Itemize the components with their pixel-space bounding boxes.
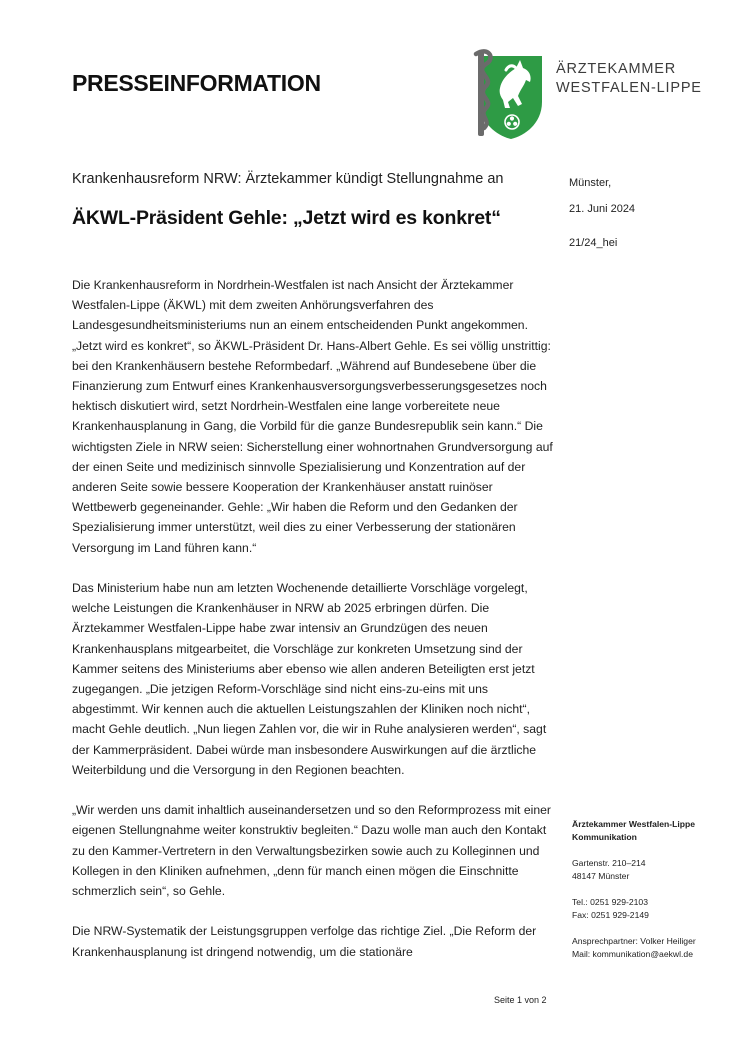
org-name-line1: ÄRZTEKAMMER (556, 61, 676, 77)
meta-reference: 21/24_hei (569, 237, 618, 249)
article-body (72, 275, 554, 982)
body-paragraph-1: Die Krankenhausreform in Nordrhein-Westfalen ist nach Ansicht der Ärztekammer Westfalen-Lippe (ÄKWL) mit dem zweiten Anhörungsverfahren des Landesgesundheitsministeriums nun an einem entscheidenden Punkt angekommen. „Jetzt wird es konkret“, so ÄKWL-Präsident Dr. Hans-Albert Gehle. Es sei völlig unstrittig: bei den Krankenhäusern bestehe Reformbedarf. „Während auf Bundesebene über die Finanzierung zum Entwurf eines Krankenhausversorgungsverbesserungsgesetzes noch hektisch diskutiert wird, setzt Nordrhein-Westfalen eine lange vorbereitete neue Krankenhausplanung in Gang, die Vorbild für die ganze Bundesrepublik sein kann.“ Die wichtigsten Ziele in NRW seien: Sicherstellung einer wohnortnahen Grundversorgung auf der einen Seite und medizinisch sinnvolle Spezialisierung und Konzentration auf der anderen Seite sowie bessere Kooperation der Krankenhäuser anstatt ruinöser Wettbewerb gegeneinander. Gehle: „Wir haben die Reform und den Gedanken der Spezialisierung immer unterstützt, weil dies zu einer Verbesserung der stationären Versorgung im Land führen kann.“ (72, 278, 553, 555)
contact-person: Ansprechpartner: Volker Heiliger (572, 936, 696, 946)
article-headline: ÄKWL-Präsident Gehle: „Jetzt wird es konkret“ (72, 207, 501, 229)
contact-phone: Tel.: 0251 929-2103 (572, 897, 648, 907)
contact-mail[interactable]: Mail: kommunikation@aekwl.de (572, 949, 693, 959)
contact-street: Gartenstr. 210–214 (572, 858, 646, 868)
contact-block (572, 818, 722, 974)
meta-place: Münster, (569, 177, 612, 189)
contact-org: Ärztekammer Westfalen-Lippe (572, 819, 696, 829)
aekwl-shield-logo-icon (466, 44, 546, 140)
org-name-line2: WESTFALEN-LIPPE (556, 80, 702, 96)
page-number: Seite 1 von 2 (494, 995, 547, 1005)
body-paragraph-2: Das Ministerium habe nun am letzten Wochenende detaillierte Vorschläge vorgelegt, welche Leistungen die Krankenhäuser in NRW ab 2025 erbringen dürfen. Die Ärztekammer Westfalen-Lippe habe zwar intensiv an Grundzügen des neuen Krankenhausplans mitgearbeitet, die Vorschläge zur konkreten Umsetzung sind der Kammer seitens des Ministeriums aber ebenso wie allen anderen Beteiligten erst jetzt zugegangen. „Die jetzigen Reform-Vorschläge sind nicht eins-zu-eins mit uns abgestimmt. Wir kennen auch die aktuellen Leistungszahlen der Kliniken noch nicht“, macht Gehle deutlich. „Nun liegen Zahlen vor, die wir in Ruhe analysieren werden“, sagt der Kammerpräsident. Dabei würde man insbesondere Auswirkungen auf die ärztliche Weiterbildung und die Versorgung in den Regionen beachten. (72, 581, 547, 777)
contact-city: 48147 Münster (572, 871, 630, 881)
body-paragraph-4: Die NRW-Systematik der Leistungsgruppen verfolge das richtige Ziel. „Die Reform der Krankenhausplanung ist dringend notwendig, um die stationäre (72, 924, 537, 959)
page-title: PRESSEINFORMATION (72, 70, 321, 96)
body-paragraph-3: „Wir werden uns damit inhaltlich auseinandersetzen und so den Reformprozess mit einer eigenen Stellungnahme weiter konstruktiv begleiten.“ Dazu wolle man auch den Kontakt zu den Kammer-Vertretern in den Verwaltungsbezirken sowie auch zu Kolleginnen und Kollegen in den Kliniken aufnehmen, „denn für manch einen mögen die Einschnitte schmerzlich sein“, so Gehle. (72, 803, 551, 899)
contact-fax: Fax: 0251 929-2149 (572, 910, 649, 920)
meta-date: 21. Juni 2024 (569, 203, 636, 215)
contact-department: Kommunikation (572, 832, 637, 842)
org-name (556, 60, 702, 98)
meta-info (569, 170, 635, 256)
article-subtitle: Krankenhausreform NRW: Ärztekammer kündigt Stellungnahme an (72, 171, 504, 187)
